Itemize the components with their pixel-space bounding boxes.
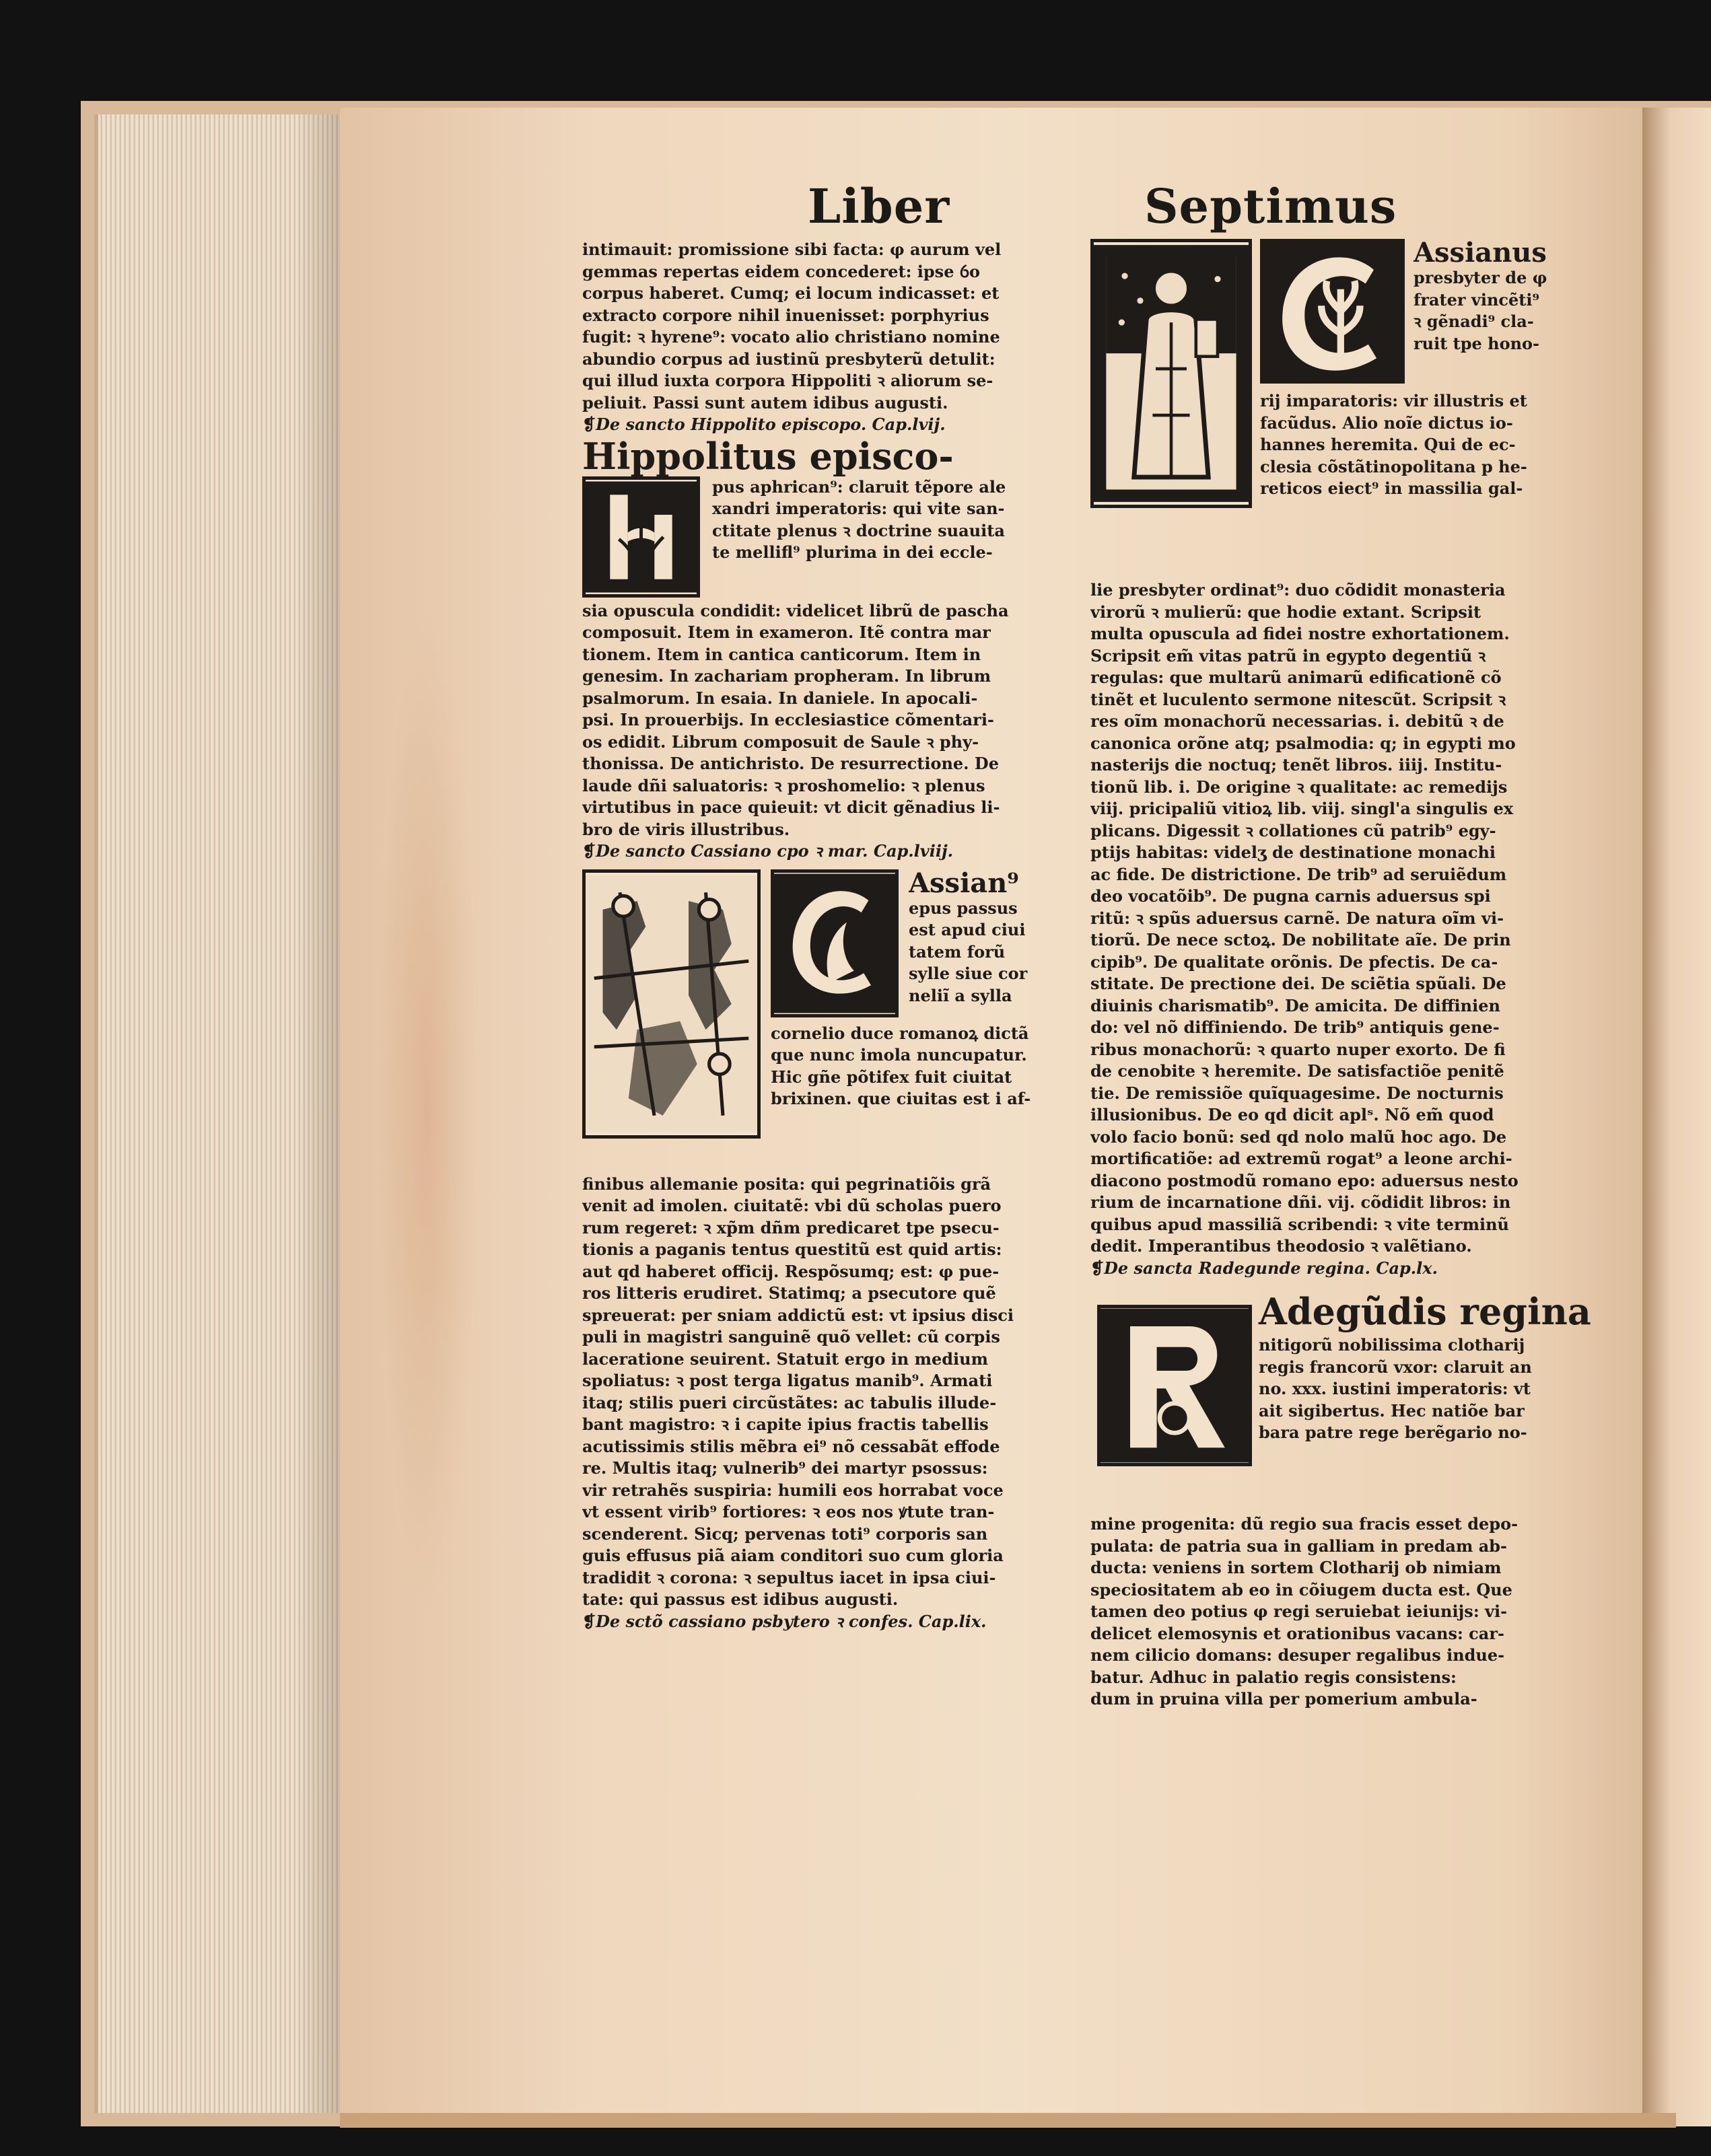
text-line: sylle siue cor xyxy=(909,964,1028,983)
text-line: ait sigibertus. Hec natiõe bar xyxy=(1259,1400,1525,1421)
text-line: stitate. De prectione dei. De sciẽtia spũali. De xyxy=(1090,974,1506,993)
text-line: speciositatem ab eo in cõiugem ducta est. Que xyxy=(1090,1579,1512,1600)
rubric-text: De sancto Hippolito episcopo. Cap.lvij. xyxy=(596,415,946,434)
text-line: dedit. Imperantibus theodosio ꝛ valẽtiano. xyxy=(1090,1236,1472,1256)
radegund-body xyxy=(1090,1513,1588,1711)
section-title: Hippolitus episco- xyxy=(582,435,954,476)
text-line: tionũ lib. i. De origine ꝛ qualitate: ac remedijs xyxy=(1090,777,1508,797)
radegund-opening xyxy=(1090,1290,1591,1513)
text-line: de cenobite ꝛ heremite. De satisfactiõe penitẽ xyxy=(1090,1061,1504,1081)
text-line: batur. Adhuc in palatio regis consistens: xyxy=(1090,1667,1457,1687)
beside-initial-lines xyxy=(1259,1334,1595,1444)
text-line: diuinis charismatib⁹. De amicita. De diffinien xyxy=(1090,995,1500,1015)
text-line: plicans. Digessit ꝛ collationes cũ patrib⁹ egy- xyxy=(1090,820,1496,840)
text-line: ritũ: ꝛ spũs aduersus carnẽ. De natura oĩm vi- xyxy=(1090,908,1504,928)
text-line: te mellifl⁹ plurima in dei eccle- xyxy=(712,542,993,562)
text-line: epus passus xyxy=(909,898,1018,918)
text-column-left xyxy=(582,239,1080,1632)
text-line: ribus monachorũ: ꝛ quarto nuper exorto. De fi xyxy=(1090,1039,1506,1059)
text-line: psalmorum. In esaia. In daniele. In apocali- xyxy=(582,688,978,708)
text-line: hannes heremita. Qui de ec- xyxy=(1260,435,1516,454)
cassian-confessor-body xyxy=(1090,579,1588,1258)
text-line: tradidit ꝛ corona: ꝛ sepultus iacet in ipsa ciui- xyxy=(582,1567,996,1587)
beside-woodcut-lines xyxy=(771,1023,1087,1110)
text-line: vt essent virib⁹ fortiores: ꝛ eos nos ꝟtute tran- xyxy=(582,1502,995,1521)
text-line: nitigorũ nobilissima clotharij xyxy=(1259,1335,1525,1355)
pilcrow-icon: ❡ xyxy=(582,415,596,434)
text-line: bant magistro: ꝛ i capite ipius fractis tabellis xyxy=(582,1414,989,1434)
text-line: ꝛ gẽnadi⁹ cla- xyxy=(1413,312,1534,331)
text-line: multa opuscula ad fidei nostre exhortationem. xyxy=(1090,624,1510,643)
text-line: volo facio bonũ: sed qd nolo malũ hoc ago. De xyxy=(1090,1126,1507,1147)
intro-paragraph xyxy=(582,239,1080,414)
text-line: tiorũ. De nece sctoꝝ. De nobilitate aĩe. De prin xyxy=(1090,930,1511,949)
chapter-rubric xyxy=(582,414,1080,436)
text-line: regis francorũ vxor: claruit an xyxy=(1259,1357,1532,1377)
pilcrow-icon: ❡ xyxy=(582,841,596,861)
text-line: finibus allemanie posita: qui pegrinatiõis grã xyxy=(582,1174,991,1194)
text-line: do: vel nõ diffiniendo. De trib⁹ antiquis gene- xyxy=(1090,1017,1500,1037)
text-line: nasterijs die noctuq; tenẽt libros. iiij. Institu- xyxy=(1090,755,1502,775)
beside-woodcut-lines xyxy=(1260,390,1597,500)
text-line: dum in pruina villa per pomerium ambula- xyxy=(1090,1689,1477,1709)
cassian-martyr-opening xyxy=(582,869,1080,1165)
text-line: Hic gñe põtifex fuit ciuitat xyxy=(771,1067,1012,1087)
text-line: rum regeret: ꝛ xp̃m dñm predicaret tpe psecu- xyxy=(582,1217,1000,1237)
paper-stain xyxy=(377,606,478,1615)
section-title: Adegũdis regina xyxy=(1259,1290,1591,1333)
text-line: nem cilicio domans: desuper regalibus indue- xyxy=(1090,1645,1505,1665)
text-line: canonica orõne atq; psalmodia: q; in egypti mo xyxy=(1090,733,1516,753)
text-line: res oĩm monachorũ necessarias. i. debitũ ꝛ de xyxy=(1090,711,1504,731)
text-line: fugit: ꝛ hyrene⁹: vocato alio christiano nomine xyxy=(582,327,1000,347)
pilcrow-icon: ❡ xyxy=(582,1611,596,1631)
page-bottom-edge xyxy=(340,2113,1676,2128)
text-line: tionis a paganis tentus questitũ est quid artis: xyxy=(582,1239,1002,1259)
rubric-text: De sancto Cassiano cpo ꝛ mar. Cap.lviij. xyxy=(596,841,953,861)
text-line: tatem forũ xyxy=(909,941,1006,962)
text-line: ptijs habitas: videlʒ de destinatione monachi xyxy=(1090,842,1496,862)
text-line: diacono postmodũ romano epo: aduersus nesto xyxy=(1090,1170,1518,1190)
text-line: abundio corpus ad iustinũ presbyterũ detulit: xyxy=(582,349,996,369)
text-line: virtutibus in pace quieuit: vt dicit gẽnadius li- xyxy=(582,797,1000,817)
text-line: Assianus xyxy=(1413,239,1547,267)
text-line: vir retrahẽs suspiria: humili eos horrabat voce xyxy=(582,1480,1004,1500)
text-line: tamen deo potius φ regi seruiebat ieiunijs: vi- xyxy=(1090,1602,1508,1621)
text-line: tate: qui passus est idibus augusti. xyxy=(582,1589,899,1609)
text-line: sia opuscula condidit: videlicet librũ de pascha xyxy=(582,600,1009,620)
woodcut-initial-c-icon xyxy=(1260,239,1405,384)
text-line: extracto corpore nihil inuenisset: porphyrius xyxy=(582,305,989,325)
text-line: ac fide. De districtione. De trib⁹ ad seruiẽdum xyxy=(1090,864,1507,884)
text-line: pus aphrican⁹: claruit tẽpore ale xyxy=(712,476,1006,497)
text-line: pulata: de patria sua in galliam in predam ab- xyxy=(1090,1536,1508,1556)
text-line: composuit. Item in exameron. Itẽ contra mar xyxy=(582,622,991,642)
running-head-left: Liber xyxy=(808,178,950,234)
text-line: Assian⁹ xyxy=(909,869,1019,898)
text-line: xandri imperatoris: qui vite san- xyxy=(712,499,1005,518)
text-line: quibus apud massiliã scribendi: ꝛ vite terminũ xyxy=(1090,1214,1510,1234)
text-line: Scripsit em̃ vitas patrũ in egypto degentiũ ꝛ xyxy=(1090,645,1486,666)
text-line: rij imparatoris: vir illustris et xyxy=(1260,391,1527,410)
text-line: tie. De remissiõe quĩquagesime. De nocturnis xyxy=(1090,1083,1504,1103)
text-line: tinẽt et luculento sermone nitescũt. Scripsit ꝛ xyxy=(1090,689,1506,709)
chapter-rubric xyxy=(1090,1258,1588,1280)
saint-woodcut-icon xyxy=(1090,239,1252,508)
text-line: qui illud iuxta corpora Hippoliti ꝛ aliorum se- xyxy=(582,371,993,390)
rubric-text: De sctõ cassiano psbytero ꝛ confes. Cap.lix. xyxy=(596,1611,987,1631)
beside-initial-lines xyxy=(909,869,1090,1007)
text-line: guis effusus piã aiam conditori suo cum gloria xyxy=(582,1546,1004,1565)
text-line: intimauit: promissione sibi facta: φ aurum vel xyxy=(582,240,1002,259)
chapter-rubric xyxy=(582,840,1080,863)
text-line: facũdus. Alio noĩe dictus io- xyxy=(1260,412,1513,433)
text-line: genesim. In zachariam propheram. In librum xyxy=(582,666,991,686)
text-line: regulas: que multarũ animarũ edificationẽ cõ xyxy=(1090,668,1502,687)
text-line: aut qd haberet officij. Respõsumq; est: φ pue- xyxy=(582,1261,1000,1281)
facing-page-gutter xyxy=(1642,108,1711,2126)
text-line: ctitate plenus ꝛ doctrine suauita xyxy=(712,520,1005,540)
chapter-rubric xyxy=(582,1611,1080,1633)
cassian-confessor-opening xyxy=(1090,239,1588,575)
text-line: scenderent. Sicq; pervenas toti⁹ corporis san xyxy=(582,1523,988,1544)
rubric-text: De sancta Radegunde regina. Cap.lx. xyxy=(1104,1258,1438,1278)
text-line: frater vincẽti⁹ xyxy=(1413,289,1539,310)
martyrdom-woodcut-icon xyxy=(582,869,761,1139)
text-line: reticos eiect⁹ in massilia gal- xyxy=(1260,478,1523,498)
text-line: est apud ciui xyxy=(909,920,1026,939)
text-line: cornelio duce romanoꝝ dictã xyxy=(771,1023,1029,1043)
hippolytus-section xyxy=(582,436,1080,841)
text-line: os edidit. Librum composuit de Saule ꝛ phy- xyxy=(582,731,979,752)
text-line: laude dñi saluatoris: ꝛ proshomelio: ꝛ plenus xyxy=(582,775,985,795)
text-line: laceratione seuirent. Statuit ergo in medium xyxy=(582,1349,988,1369)
text-line: mine progenita: dũ regio sua fracis esset depo- xyxy=(1090,1514,1518,1534)
text-line: re. Multis itaq; vulnerib⁹ dei martyr psossus: xyxy=(582,1458,988,1478)
text-line: illusionibus. De eo qd dicit aplˢ. Nõ em̃ quod xyxy=(1090,1105,1494,1124)
text-line: puli in magistri sanguinẽ quõ vellet: cũ corpis xyxy=(582,1327,1000,1346)
text-line: spreuerat: per sniam addictũ est: vt ipsius disci xyxy=(582,1305,1014,1325)
text-line: mortificatiõe: ad extremũ rogat⁹ a leone archi- xyxy=(1090,1149,1512,1168)
text-line: ros litteris erudiret. Statimq; a psecutore quẽ xyxy=(582,1283,996,1303)
woodcut-initial-c-icon xyxy=(771,869,899,1017)
text-line: venit ad imolen. ciuitatẽ: vbi dũ scholas puero xyxy=(582,1196,1002,1215)
running-head-right: Septimus xyxy=(1144,178,1397,234)
text-line: neliĩ a sylla xyxy=(909,985,1012,1005)
pilcrow-icon: ❡ xyxy=(1090,1258,1105,1278)
text-line: delicet elemosynis et orationibus vacans: car- xyxy=(1090,1623,1504,1643)
text-line: thonissa. De antichristo. De resurrectione. De xyxy=(582,754,999,773)
text-line: corpus haberet. Cumq; ei locum indicasset: et xyxy=(582,283,1000,303)
text-line: clesia cõstãtinopolitana p he- xyxy=(1260,456,1527,476)
text-line: gemmas repertas eidem concederet: ipse ỽo xyxy=(582,261,981,281)
text-line: brixinen. que ciuitas est i af- xyxy=(771,1089,1031,1108)
text-line: rium de incarnatione dñi. vij. cõdidit libros: in xyxy=(1090,1192,1511,1212)
text-column-right xyxy=(1090,239,1591,1711)
text-line: ruit tpe hono- xyxy=(1413,333,1540,353)
text-line: presbyter de φ xyxy=(1413,268,1547,287)
text-line: cipib⁹. De qualitate orõnis. De pfectis. De ca- xyxy=(1090,951,1498,972)
text-line: bro de viris illustribus. xyxy=(582,819,790,839)
text-line: tionem. Item in cantica canticorum. Item in xyxy=(582,644,981,664)
text-line: que nunc imola nuncupatur. xyxy=(771,1045,1027,1065)
woodcut-initial-h-icon xyxy=(582,476,700,598)
text-line: no. xxx. iustini imperatoris: vt xyxy=(1259,1379,1531,1398)
text-line: peliuit. Passi sunt autem idibus augusti. xyxy=(582,392,948,412)
text-line: spoliatus: ꝛ post terga ligatus manib⁹. Armati xyxy=(582,1371,993,1390)
woodcut-initial-r-icon xyxy=(1097,1305,1252,1466)
text-line: lie presbyter ordinat⁹: duo cõdidit monasteria xyxy=(1090,580,1506,600)
text-line: bara patre rege berẽgario no- xyxy=(1259,1423,1527,1442)
beside-initial-lines xyxy=(1413,239,1595,355)
text-line: itaq; stilis pueri circũstãtes: ac tabulis illude- xyxy=(582,1392,997,1412)
text-line: psi. In prouerbijs. In ecclesiastice cõmentari- xyxy=(582,710,994,729)
text-line: deo vocatõib⁹. De pugna carnis aduersus spi xyxy=(1090,886,1491,906)
text-line: acutissimis stilis mẽbra ei⁹ nõ cessabãt effode xyxy=(582,1436,1000,1456)
cassian-martyr-body xyxy=(582,1174,1080,1611)
text-line: virorũ ꝛ mulierũ: que hodie extant. Scripsit xyxy=(1090,602,1481,622)
text-line: ducta: veniens in sortem Clotharij ob nimiam xyxy=(1090,1558,1502,1577)
text-line: viij. pricipaliũ vitioꝝ lib. viij. singl'a singulis ex xyxy=(1090,799,1514,818)
